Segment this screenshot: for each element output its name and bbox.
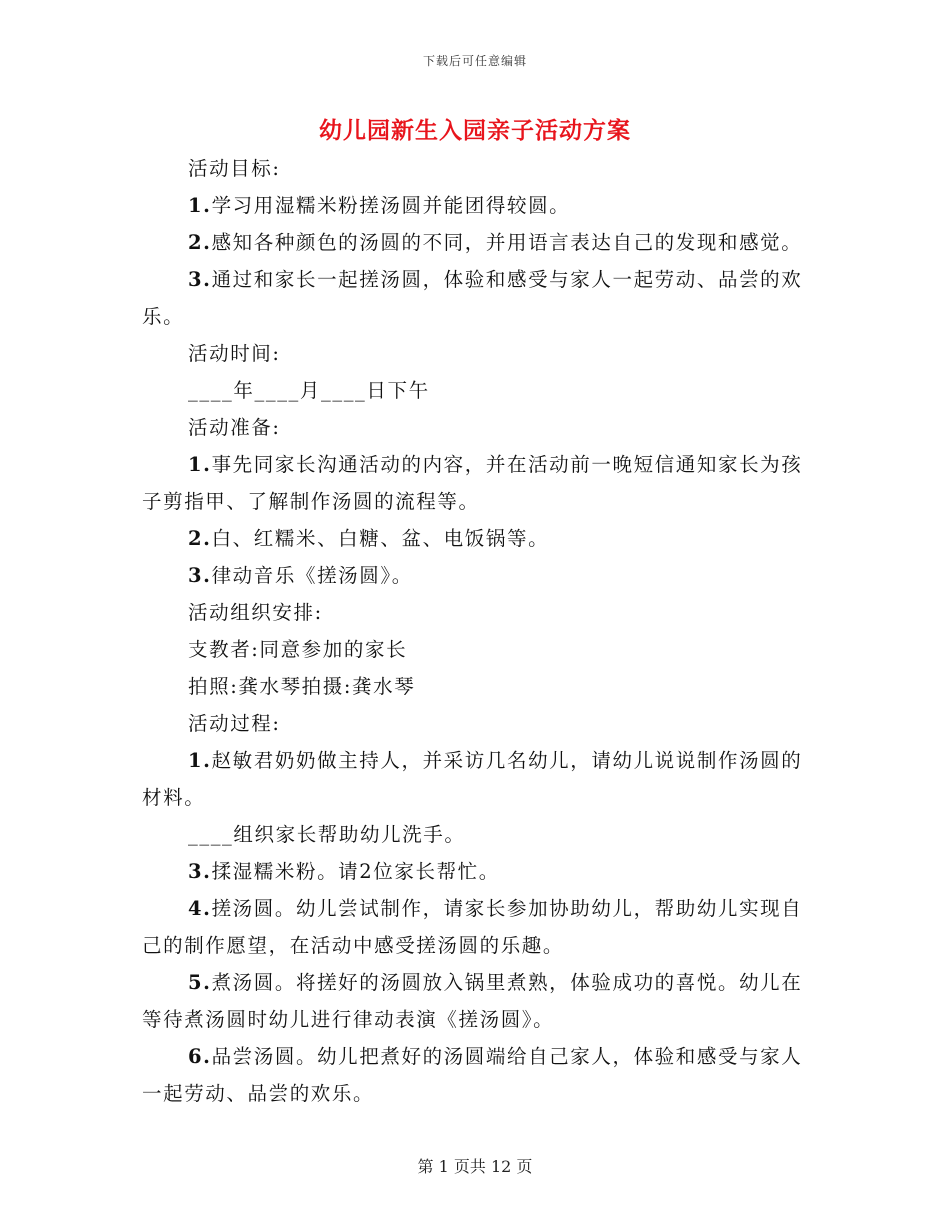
document-body xyxy=(142,150,812,1112)
paragraph: 支教者:同意参加的家长 xyxy=(188,638,408,661)
paragraph: 2.白、红糯米、白糖、盆、电饭锅等。 xyxy=(188,527,550,550)
paragraph: 3.律动音乐《搓汤圆》。 xyxy=(188,564,413,587)
paragraph: ____年____月____日下午 xyxy=(188,379,430,402)
paragraph: 6.品尝汤圆。幼儿把煮好的汤圆端给自己家人，体验和感受与家人一起劳动、品尝的欢乐。 xyxy=(142,1045,803,1105)
page-footer: 第 1 页共 12 页 xyxy=(417,1157,533,1176)
paragraph: 3.揉湿糯米粉。请2位家长帮忙。 xyxy=(188,860,500,883)
paragraph: 1.赵敏君奶奶做主持人，并采访几名幼儿，请幼儿说说制作汤圆的材料。 xyxy=(142,749,803,809)
document-title: 幼儿园新生入园亲子活动方案 xyxy=(319,117,631,144)
paragraph: 4.搓汤圆。幼儿尝试制作，请家长参加协助幼儿，帮助幼儿实现自己的制作愿望，在活动中感受搓汤圆的乐趣。 xyxy=(142,897,803,957)
paragraph: 拍照:龚水琴拍摄:龚水琴 xyxy=(188,675,416,698)
paragraph: 活动目标: xyxy=(188,157,281,180)
paragraph: 5.煮汤圆。将搓好的汤圆放入锅里煮熟，体验成功的喜悦。幼儿在等待煮汤圆时幼儿进行律动表演《搓汤圆》。 xyxy=(142,971,803,1031)
paragraph: 活动准备: xyxy=(188,416,281,439)
paragraph: 活动时间: xyxy=(188,342,281,365)
paragraph: 3.通过和家长一起搓汤圆，体验和感受与家人一起劳动、品尝的欢乐。 xyxy=(142,268,803,328)
paragraph: 1.学习用湿糯米粉搓汤圆并能团得较圆。 xyxy=(188,194,571,217)
paragraph: ____组织家长帮助幼儿洗手。 xyxy=(188,823,466,846)
paragraph: 2.感知各种颜色的汤圆的不同，并用语言表达自己的发现和感觉。 xyxy=(188,231,803,254)
paragraph: 活动组织安排: xyxy=(188,601,323,624)
header-note: 下载后可任意编辑 xyxy=(422,54,527,68)
paragraph: 活动过程: xyxy=(188,712,281,735)
paragraph: 1.事先同家长沟通活动的内容，并在活动前一晚短信通知家长为孩子剪指甲、了解制作汤圆的流程等。 xyxy=(142,453,803,513)
